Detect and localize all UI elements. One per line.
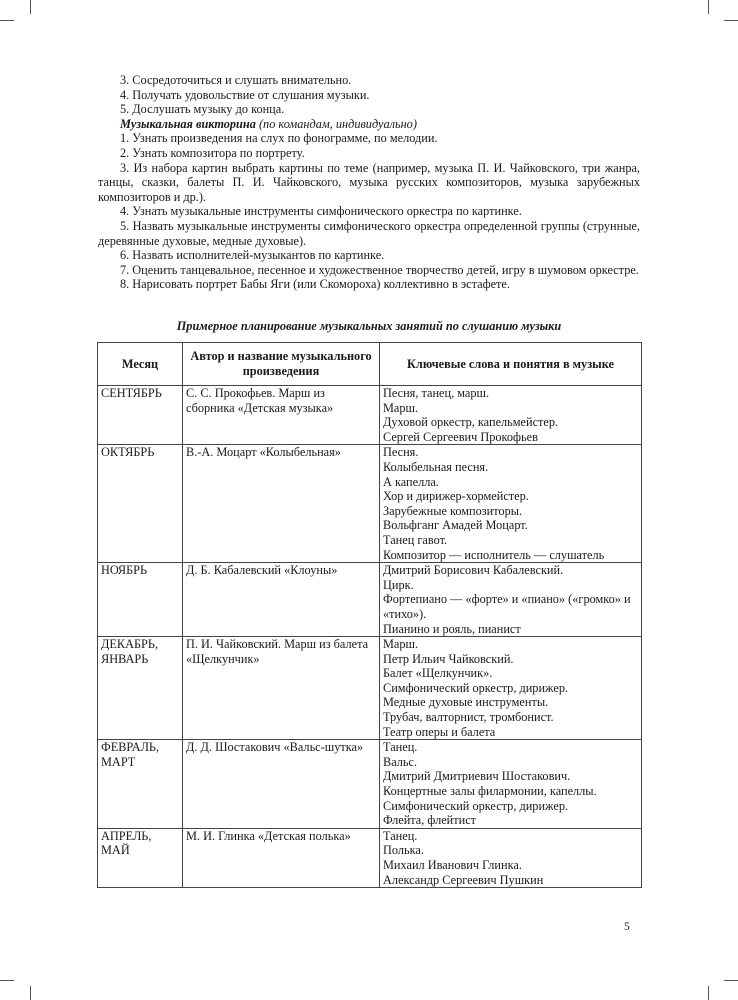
keyword-line: Флейта, флейтист	[383, 813, 477, 828]
month-cell: СЕНТЯБРЬ	[98, 386, 183, 445]
keyword-line: Цирк.	[383, 577, 414, 592]
keyword-line: Песня, танец, марш.	[383, 386, 490, 400]
keyword-line: Медные духовые инструменты.	[383, 695, 549, 710]
quiz-item: 6. Назвать исполнителей-музыкантов по картинке.	[120, 248, 385, 263]
work-cell: Д. Д. Шостакович «Вальс-шутка»	[183, 740, 380, 829]
keyword-line: Дмитрий Дмитриевич Шостакович.	[383, 769, 571, 784]
quiz-item: 8. Нарисовать портрет Бабы Яги (или Скомороха) коллективно в эстафете.	[120, 277, 510, 292]
keywords-cell	[380, 445, 642, 563]
work-cell: С. С. Прокофьев. Марш из сборника «Детская музыка»	[183, 386, 380, 445]
quiz-item: 2. Узнать композитора по портрету.	[120, 145, 305, 160]
work-cell: В.-А. Моцарт «Колыбельная»	[183, 445, 380, 563]
quiz-heading	[98, 117, 640, 132]
keyword-line: Фортепиано — «форте» и «пиано» («громко» и «тихо»).	[383, 592, 631, 621]
keyword-line: Полька.	[383, 843, 424, 858]
crop-mark	[724, 20, 738, 21]
month-cell: ФЕВРАЛЬ, МАРТ	[98, 740, 183, 829]
crop-mark	[708, 986, 709, 1000]
keywords-cell	[380, 563, 642, 637]
list-item: 4. Получать удовольствие от слушания музыки.	[120, 87, 370, 102]
keyword-line: Концертные залы филармонии, капеллы.	[383, 784, 597, 799]
keyword-line: Вольфганг Амадей Моцарт.	[383, 518, 528, 533]
header-work: Автор и название музыкального произведения	[183, 343, 380, 386]
keyword-line: Театр оперы и балета	[383, 724, 496, 739]
keyword-line: Колыбельная песня.	[383, 459, 489, 474]
list-item: 5. Дослушать музыку до конца.	[120, 102, 285, 117]
keyword-line: Дмитрий Борисович Кабалевский.	[383, 563, 564, 578]
table-row	[98, 637, 642, 740]
month-cell: НОЯБРЬ	[98, 563, 183, 637]
plan-title: Примерное планирование музыкальных занятий по слушанию музыки	[176, 319, 562, 333]
quiz-item: 4. Узнать музыкальные инструменты симфонического оркестра по картинке.	[120, 204, 522, 219]
quiz-item: 5. Назвать музыкальные инструменты симфонического оркестра определенной группы (струнные, деревянные духовые, медные духовые).	[98, 218, 640, 248]
crop-mark	[0, 980, 14, 981]
quiz-item: 7. Оценить танцевальное, песенное и художественное творчество детей, игру в шумовом оркестре.	[120, 262, 639, 277]
keywords-cell	[380, 637, 642, 740]
month-cell: ОКТЯБРЬ	[98, 445, 183, 563]
keyword-line: Танец гавот.	[383, 532, 448, 547]
work-cell: Д. Б. Кабалевский «Клоуны»	[183, 563, 380, 637]
crop-mark	[30, 0, 31, 14]
keyword-line: А капелла.	[383, 474, 439, 489]
plan-table	[97, 342, 642, 888]
quiz-item: 3. Из набора картин выбрать картины по теме (например, музыка П. И. Чайковского, три жанра, танцы, сказки, балеты П. И. Чайковского, музыка русских композиторов, музыка зарубежных композиторов и др.).	[98, 160, 640, 204]
keyword-line: Вальс.	[383, 754, 418, 769]
keyword-line: Зарубежные композиторы.	[383, 503, 523, 518]
keyword-line: Балет «Щелкунчик».	[383, 666, 493, 681]
keyword-line: Михаил Иванович Глинка.	[383, 858, 522, 872]
quiz-title: Музыкальная викторина	[120, 116, 256, 131]
table-row	[98, 563, 642, 637]
keyword-line: Александр Сергеевич Пушкин	[383, 872, 544, 887]
keyword-line: Симфонический оркестр, дирижер.	[383, 798, 569, 813]
keyword-line: Композитор — исполнитель — слушатель	[383, 547, 605, 562]
page-number: 5	[624, 921, 630, 933]
keyword-line: Хор и дирижер-хормейстер.	[383, 489, 529, 504]
keyword-line: Марш.	[383, 400, 419, 415]
quiz-item: 1. Узнать произведения на слух по фонограмме, по мелодии.	[120, 131, 438, 146]
header-month: Месяц	[98, 343, 183, 386]
keywords-cell	[380, 386, 642, 445]
keyword-line: Сергей Сергеевич Прокофьев	[383, 429, 538, 444]
keyword-line: Пианино и рояль, пианист	[383, 621, 521, 636]
quiz-note: (по командам, индивидуально)	[258, 116, 417, 131]
keyword-line: Симфонический оркестр, дирижер.	[383, 680, 569, 695]
keyword-line: Марш.	[383, 637, 419, 652]
keyword-line: Песня.	[383, 445, 419, 460]
header-keywords: Ключевые слова и понятия в музыке	[380, 343, 642, 386]
crop-mark	[30, 986, 31, 1000]
keyword-line: Танец.	[383, 740, 418, 755]
crop-mark	[724, 980, 738, 981]
keyword-line: Трубач, валторнист, тромбонист.	[383, 710, 554, 725]
keyword-line: Танец.	[383, 828, 418, 843]
table-row	[98, 386, 642, 445]
work-cell: М. И. Глинка «Детская полька»	[183, 828, 380, 887]
listening-rules-list	[98, 73, 640, 292]
table-row	[98, 445, 642, 563]
crop-mark	[708, 0, 709, 14]
list-item: 3. Сосредоточиться и слушать внимательно.	[120, 73, 352, 87]
table-header-row	[98, 343, 642, 386]
table-row	[98, 740, 642, 829]
keyword-line: Петр Ильич Чайковский.	[383, 651, 514, 666]
crop-mark	[0, 20, 14, 21]
keywords-cell	[380, 740, 642, 829]
work-cell: П. И. Чайковский. Марш из балета «Щелкунчик»	[183, 637, 380, 740]
keyword-line: Духовой оркестр, капельмейстер.	[383, 415, 559, 430]
month-cell: ДЕКАБРЬ, ЯНВАРЬ	[98, 637, 183, 740]
month-cell: АПРЕЛЬ, МАЙ	[98, 828, 183, 887]
keywords-cell	[380, 828, 642, 887]
table-row	[98, 828, 642, 887]
